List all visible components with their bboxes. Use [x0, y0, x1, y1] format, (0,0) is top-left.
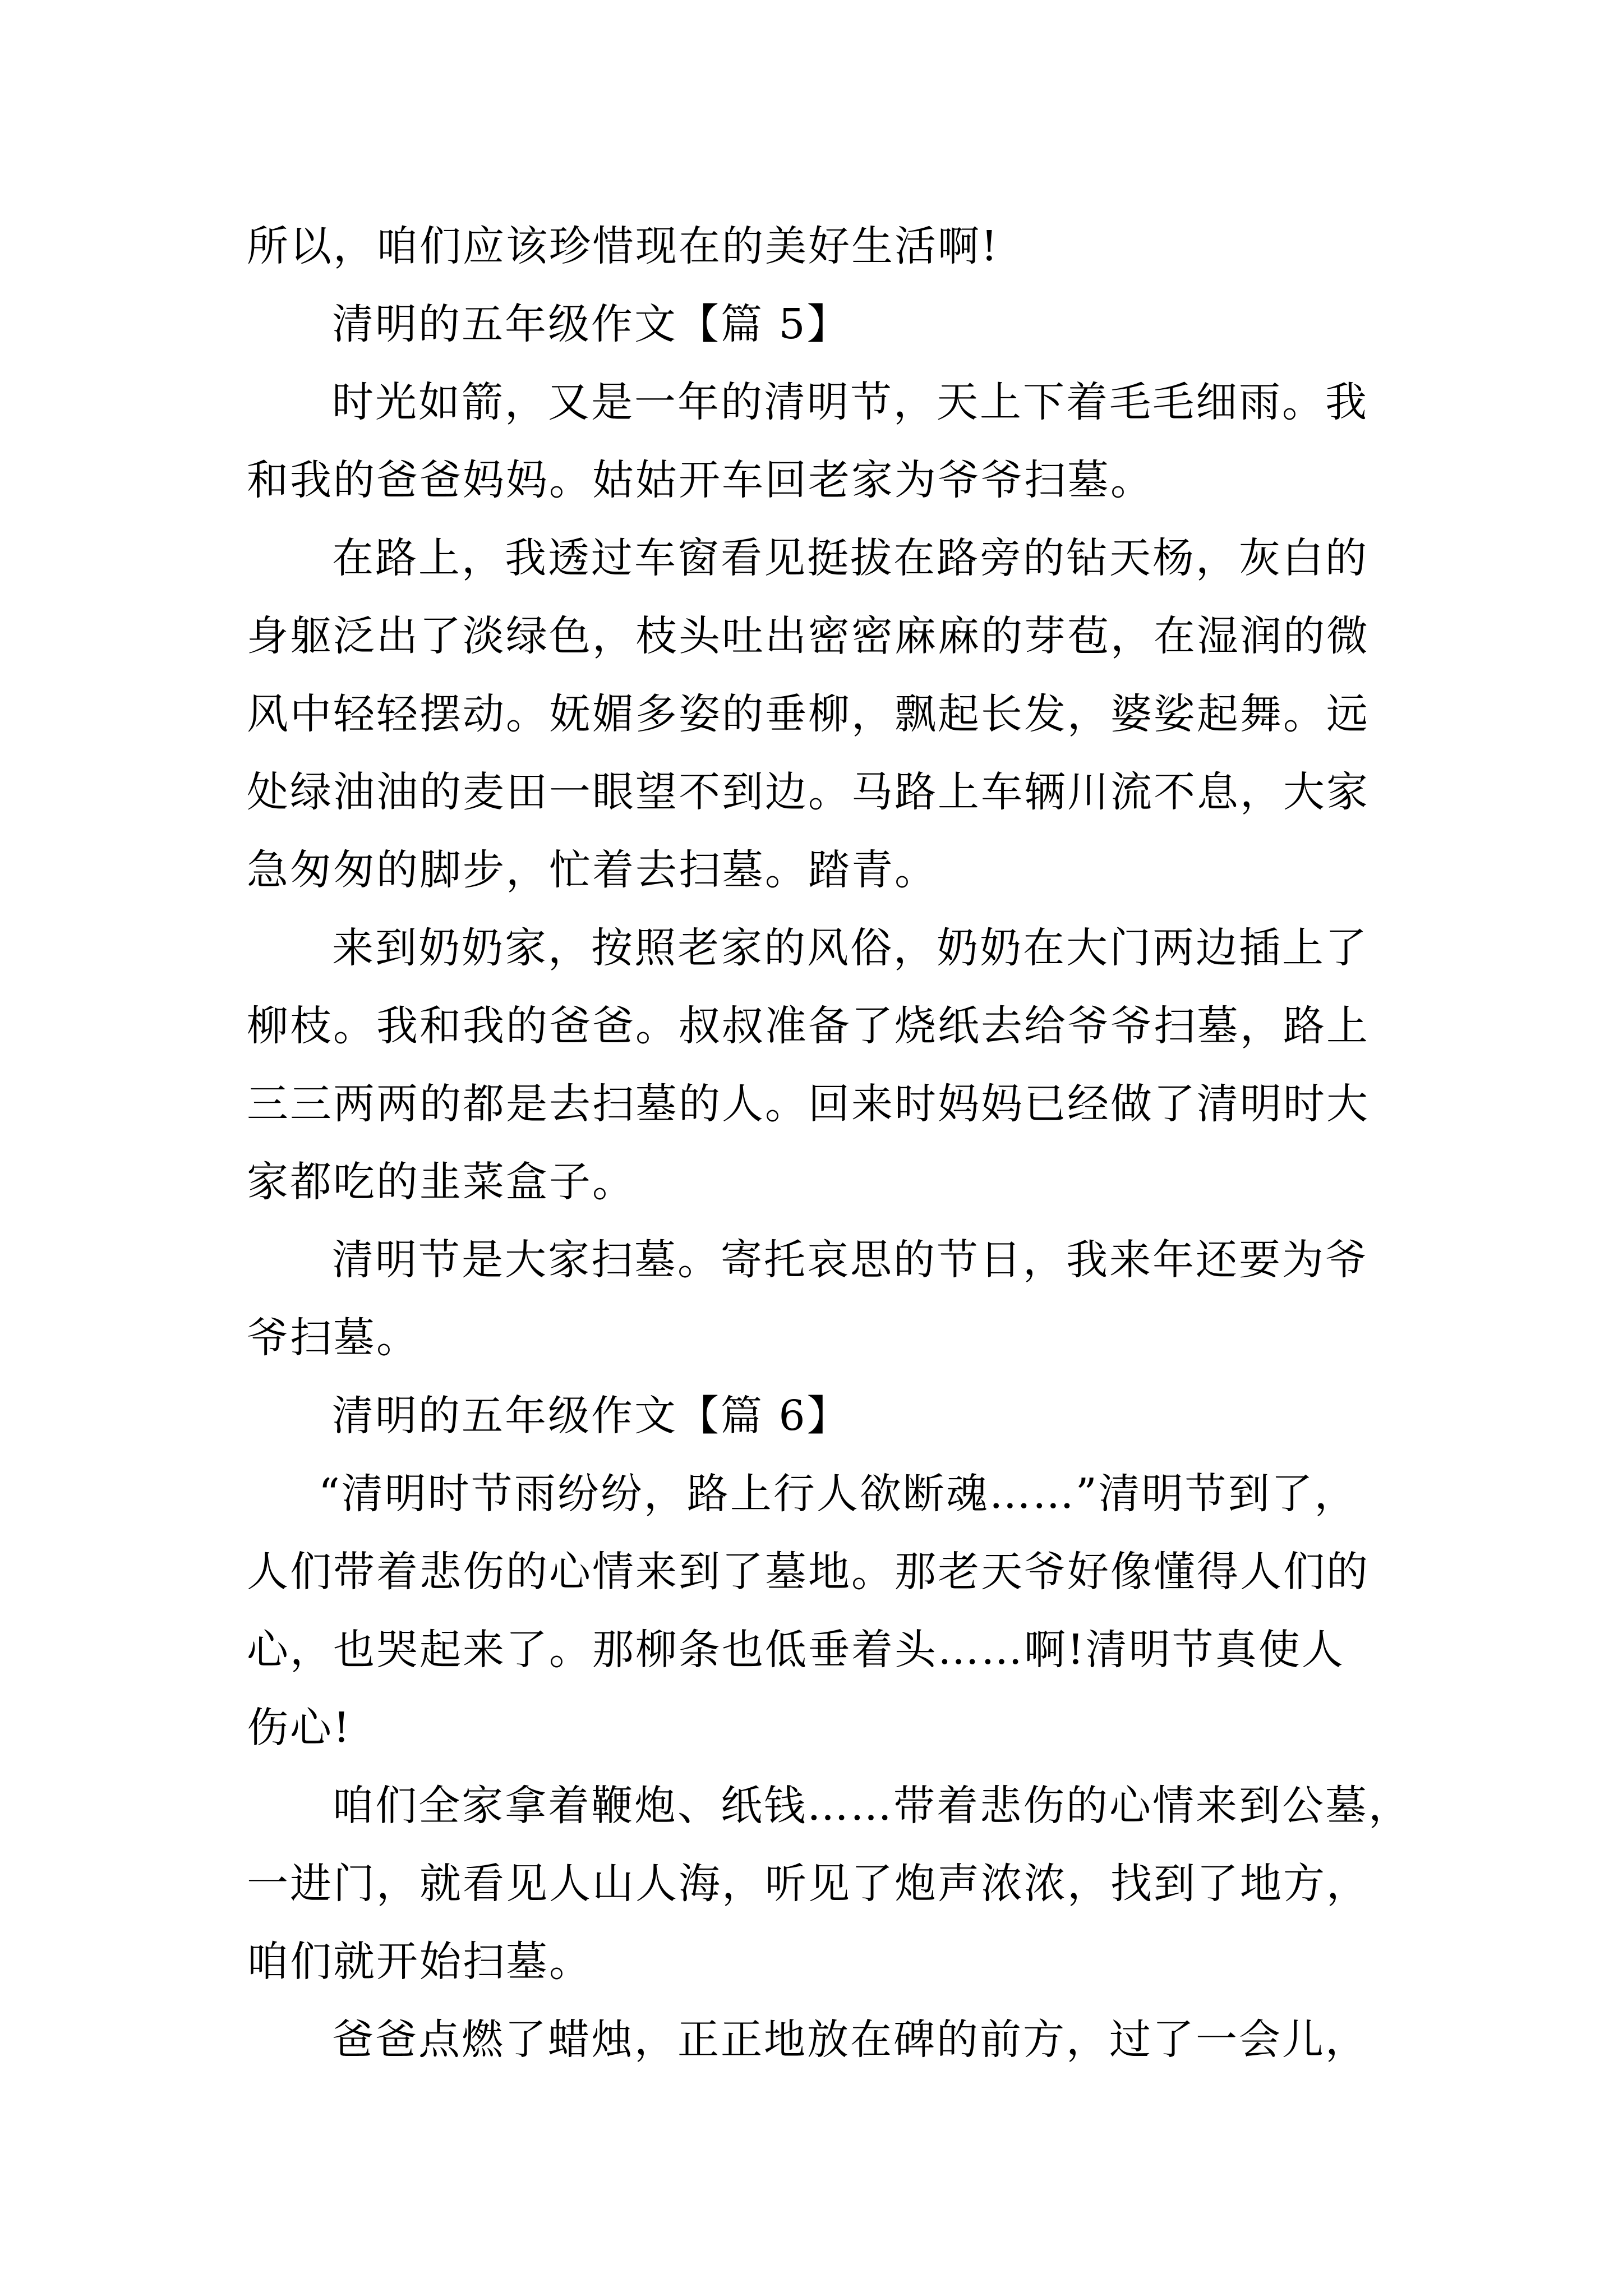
- text-line: 和我的爸爸妈妈。姑姑开车回老家为爷爷扫墓。: [247, 456, 1154, 504]
- text-line: 处绿油油的麦田一眼望不到边。马路上车辆川流不息，大家: [247, 768, 1370, 816]
- text-line: 咱们就开始扫墓。: [247, 1938, 592, 1986]
- essay-body: [247, 208, 1412, 2079]
- text-line: 急匆匆的脚步，忙着去扫墓。踏青。: [247, 846, 938, 894]
- text-line: 三三两两的都是去扫墓的人。回来时妈妈已经做了清明时大: [247, 1080, 1370, 1128]
- section-heading-5: 清明的五年级作文【篇 5】: [332, 300, 850, 348]
- text-line: 家都吃的韭菜盒子。: [247, 1158, 635, 1206]
- text-line: “清明时节雨纷纷，路上行人欲断魂……”清明节到了，: [319, 1470, 1358, 1518]
- text-line: 柳枝。我和我的爸爸。叔叔准备了烧纸去给爷爷扫墓，路上: [247, 1002, 1370, 1050]
- text-line: 心，也哭起来了。那柳条也低垂着头……啊!清明节真使人: [247, 1626, 1345, 1674]
- text-line: 人们带着悲伤的心情来到了墓地。那老天爷好像懂得人们的: [247, 1548, 1370, 1596]
- text-line: 爸爸点燃了蜡烛，正正地放在碑的前方，过了一会儿，: [332, 2016, 1368, 2064]
- text-line: 来到奶奶家，按照老家的风俗，奶奶在大门两边插上了: [332, 924, 1368, 972]
- section-heading-6: 清明的五年级作文【篇 6】: [332, 1392, 850, 1440]
- text-line: 清明节是大家扫墓。寄托哀思的节日，我来年还要为爷: [332, 1236, 1368, 1284]
- text-line: 时光如箭，又是一年的清明节，天上下着毛毛细雨。我: [332, 378, 1368, 426]
- text-line: 所以，咱们应该珍惜现在的美好生活啊!: [247, 222, 999, 270]
- text-line: 风中轻轻摆动。妩媚多姿的垂柳，飘起长发，婆娑起舞。远: [247, 690, 1370, 738]
- text-line: 爷扫墓。: [247, 1314, 419, 1362]
- text-line: 在路上，我透过车窗看见挺拔在路旁的钻天杨，灰白的: [332, 534, 1368, 582]
- text-line: 咱们全家拿着鞭炮、纸钱……带着悲伤的心情来到公墓，: [332, 1782, 1412, 1830]
- text-line: 一进门，就看见人山人海，听见了炮声浓浓，找到了地方，: [247, 1860, 1370, 1908]
- text-line: 身躯泛出了淡绿色，枝头吐出密密麻麻的芽苞，在湿润的微: [247, 612, 1370, 660]
- text-line: 伤心!: [247, 1704, 352, 1752]
